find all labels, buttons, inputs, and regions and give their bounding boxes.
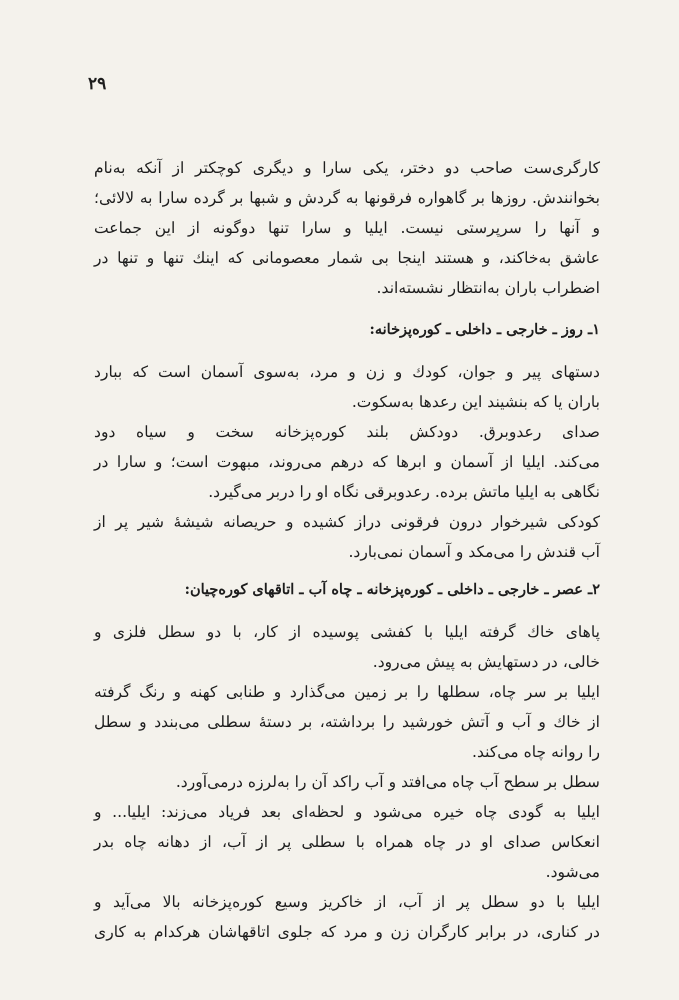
text-line: نگاهی به ایلیا ماتش برده. رعدوبرقی نگاه او را دربر می‌گیرد. bbox=[208, 483, 600, 501]
text-line: سطل بر سطح آب چاه می‌افتد و آب راکد آن را به‌لرزه درمی‌آورد. bbox=[175, 773, 600, 791]
paragraph bbox=[94, 677, 600, 767]
paragraph bbox=[94, 767, 600, 797]
paragraph bbox=[94, 507, 600, 567]
text-line: در کناری، در برابر کارگران زن و مرد که جلوی اتاقهاشان هرکدام به کاری bbox=[94, 923, 600, 941]
text-line: آب قندش را می‌مکد و آسمان نمی‌بارد. bbox=[348, 543, 600, 561]
text-line: را روانه چاه می‌کند. bbox=[471, 743, 600, 761]
text-line: ایلیا با دو سطل پر از آب، از خاکریز وسیع کوره‌پزخانه بالا می‌آید و bbox=[94, 893, 600, 911]
text-line: از خاك و آب و آتش خورشید را برداشته، بر دستهٔ سطلی می‌بندد و سطل bbox=[94, 713, 600, 731]
paragraph bbox=[94, 887, 600, 947]
scene-heading-2: ۲ـ عصر ـ خارجی ـ داخلی ـ کوره‌پزخانه ـ چاه آب ـ اتاقهای کوره‌چیان: bbox=[184, 581, 600, 598]
paragraph bbox=[94, 357, 600, 417]
text-line: پاهای خاك گرفته ایلیا با کفشی پوسیده از کار، با دو سطل فلزی و bbox=[94, 623, 600, 641]
body-text bbox=[94, 153, 600, 947]
text-line: صدای رعدوبرق. دودکش بلند کوره‌پزخانه سخت و سیاه دود bbox=[94, 423, 600, 441]
text-line: ایلیا بر سر چاه، سطلها را بر زمین می‌گذارد و طنابی کهنه و رنگ گرفته bbox=[94, 683, 600, 701]
text-line: عاشق به‌خاکند، و هستند اینجا بی شمار معصومانی که اینك تنها و تنها در bbox=[94, 249, 600, 267]
page-number: ۲۹ bbox=[88, 74, 107, 94]
text-line: انعکاس صدای او در چاه همراه با سطلی پر از آب، از دهانه چاه بدر bbox=[94, 833, 600, 851]
text-line: کودکی شیرخوار درون فرقونی دراز کشیده و حریصانه شیشهٔ شیر پر از bbox=[94, 513, 600, 531]
text-line: اضطراب باران به‌انتظار نشسته‌اند. bbox=[376, 279, 600, 297]
text-line: بخوانندش. روزها بر گاهواره فرقونها به گردش و شبها بر گرده سارا به لالائی؛ bbox=[94, 189, 600, 207]
text-line: خالی، در دستهایش به پیش می‌رود. bbox=[372, 653, 600, 671]
text-line: می‌کند. ایلیا از آسمان و ابرها که درهم می‌روند، مبهوت است؛ و سارا در bbox=[94, 453, 600, 471]
text-line: و آنها را سرپرستی نیست. ایلیا و سارا تنها دوگونه از این جماعت bbox=[94, 219, 600, 237]
text-line: باران یا که بنشیند این رعدها به‌سکوت. bbox=[351, 393, 600, 411]
text-line: می‌شود. bbox=[545, 863, 600, 881]
paragraph bbox=[94, 417, 600, 507]
text-line: ایلیا به گودی چاه خیره می‌شود و لحظه‌ای بعد فریاد می‌زند: ایلیا... و bbox=[94, 803, 600, 821]
text-line: دستهای پیر و جوان، کودك و زن و مرد، به‌سوی آسمان است که ببارد bbox=[94, 363, 600, 381]
scene-heading-1: ۱ـ روز ـ خارجی ـ داخلی ـ کوره‌پزخانه: bbox=[369, 321, 600, 338]
paragraph bbox=[94, 797, 600, 887]
paragraph-intro bbox=[94, 153, 600, 303]
text-line: کارگری‌ست صاحب دو دختر، یکی سارا و دیگری کوچکتر از آنکه به‌نام bbox=[94, 159, 600, 177]
paragraph bbox=[94, 617, 600, 677]
